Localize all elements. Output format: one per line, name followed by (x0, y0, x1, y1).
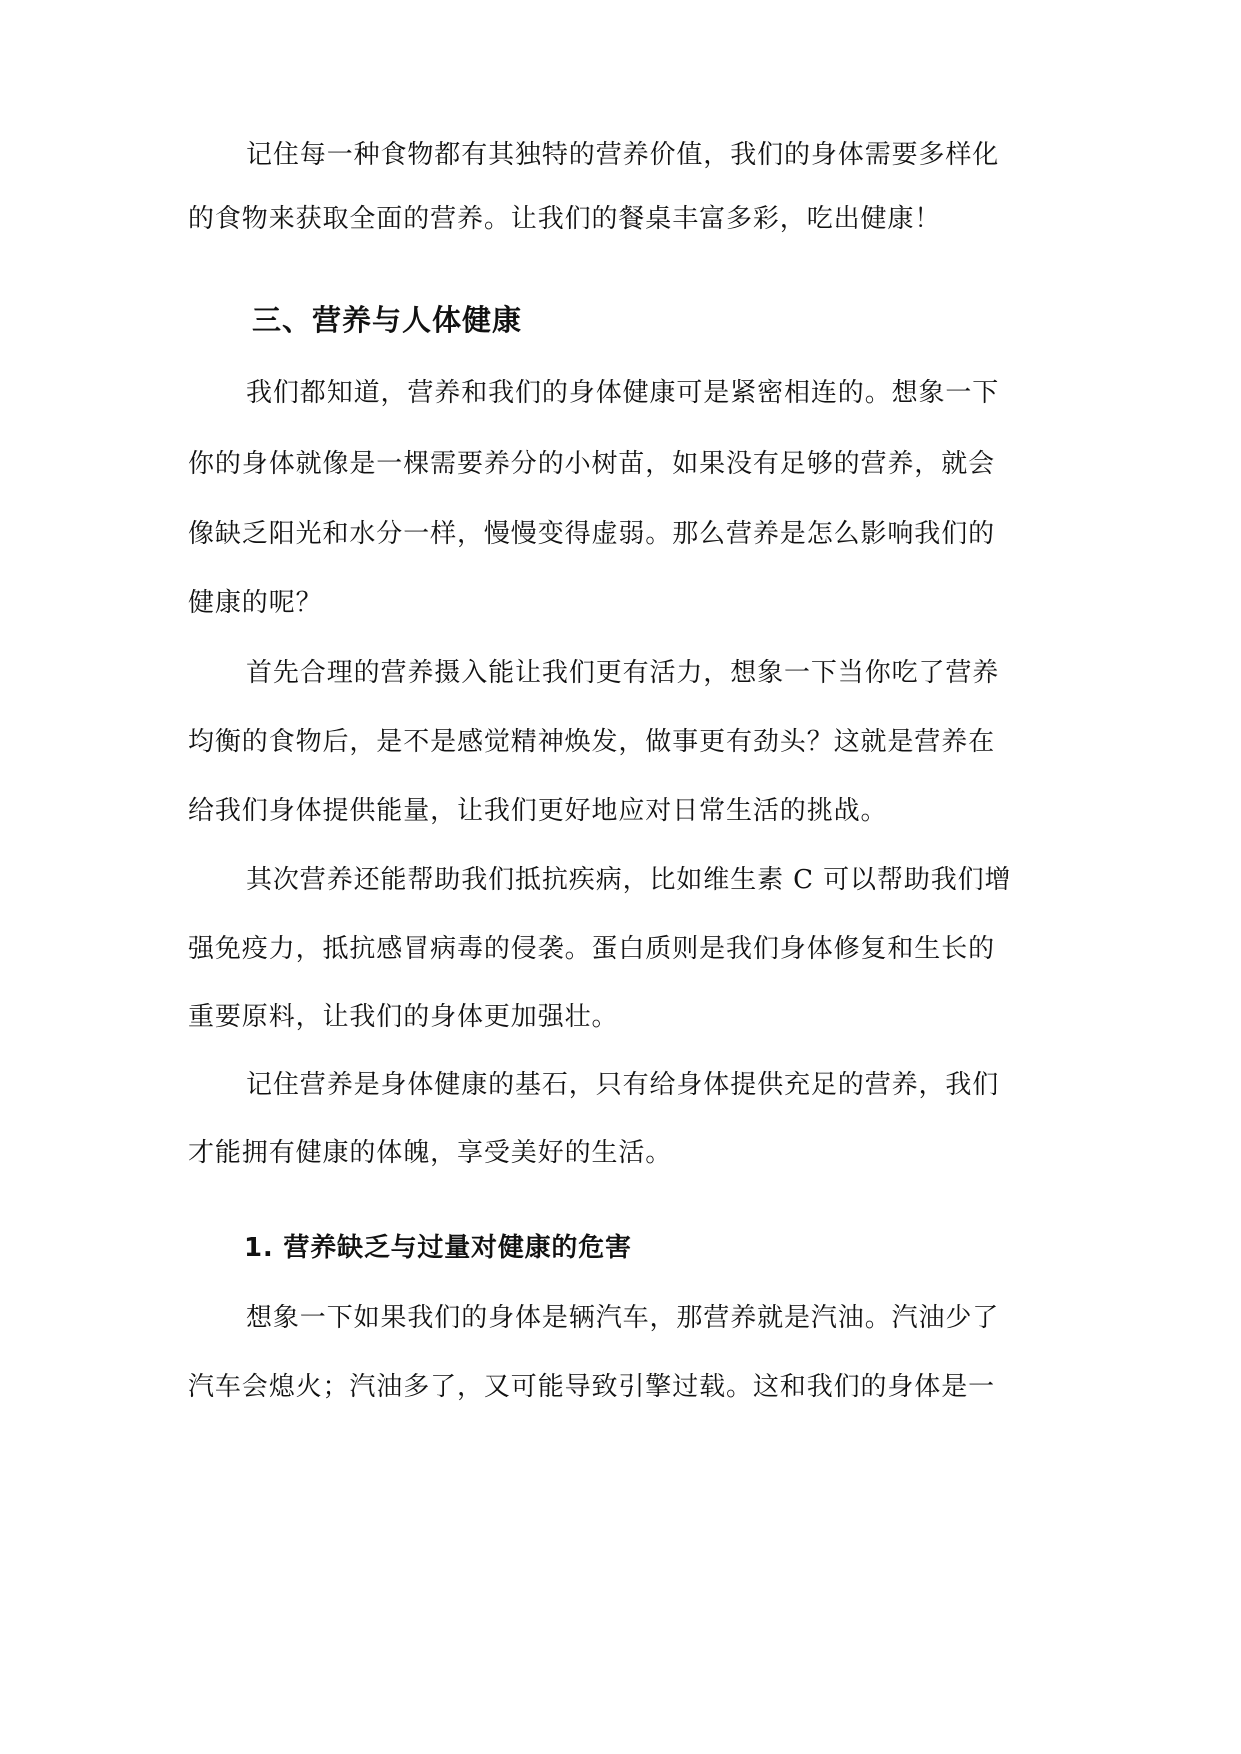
paragraph-line: 给我们身体提供能量，让我们更好地应对日常生活的挑战。 (188, 796, 888, 826)
paragraph-line: 均衡的食物后，是不是感觉精神焕发，做事更有劲头？这就是营养在 (188, 727, 996, 757)
subsection-heading: 1. 营养缺乏与过量对健康的危害 (244, 1233, 632, 1263)
paragraph-line: 想象一下如果我们的身体是辆汽车，那营养就是汽油。汽油少了 (246, 1303, 1000, 1333)
paragraph-line: 健康的呢？ (188, 588, 323, 618)
paragraph-line: 才能拥有健康的体魄，享受美好的生活。 (188, 1138, 673, 1168)
section-heading: 三、营养与人体健康 (252, 303, 523, 337)
paragraph-line: 的食物来获取全面的营养。让我们的餐桌丰富多彩，吃出健康！ (188, 204, 942, 234)
paragraph-line: 记住营养是身体健康的基石，只有给身体提供充足的营养，我们 (246, 1070, 1000, 1100)
paragraph-line: 重要原料，让我们的身体更加强壮。 (188, 1002, 619, 1032)
paragraph-line: 其次营养还能帮助我们抵抗疾病，比如维生素 C 可以帮助我们增 (246, 865, 1012, 895)
paragraph-line: 首先合理的营养摄入能让我们更有活力，想象一下当你吃了营养 (246, 658, 1000, 688)
paragraph-line: 记住每一种食物都有其独特的营养价值，我们的身体需要多样化 (246, 140, 1000, 170)
paragraph-line: 你的身体就像是一棵需要养分的小树苗，如果没有足够的营养，就会 (188, 449, 996, 479)
paragraph-line: 像缺乏阳光和水分一样，慢慢变得虚弱。那么营养是怎么影响我们的 (188, 519, 996, 549)
paragraph-line: 我们都知道，营养和我们的身体健康可是紧密相连的。想象一下 (246, 378, 1000, 408)
paragraph-line: 汽车会熄火；汽油多了，又可能导致引擎过载。这和我们的身体是一 (188, 1372, 996, 1402)
paragraph-line: 强免疫力，抵抗感冒病毒的侵袭。蛋白质则是我们身体修复和生长的 (188, 934, 996, 964)
